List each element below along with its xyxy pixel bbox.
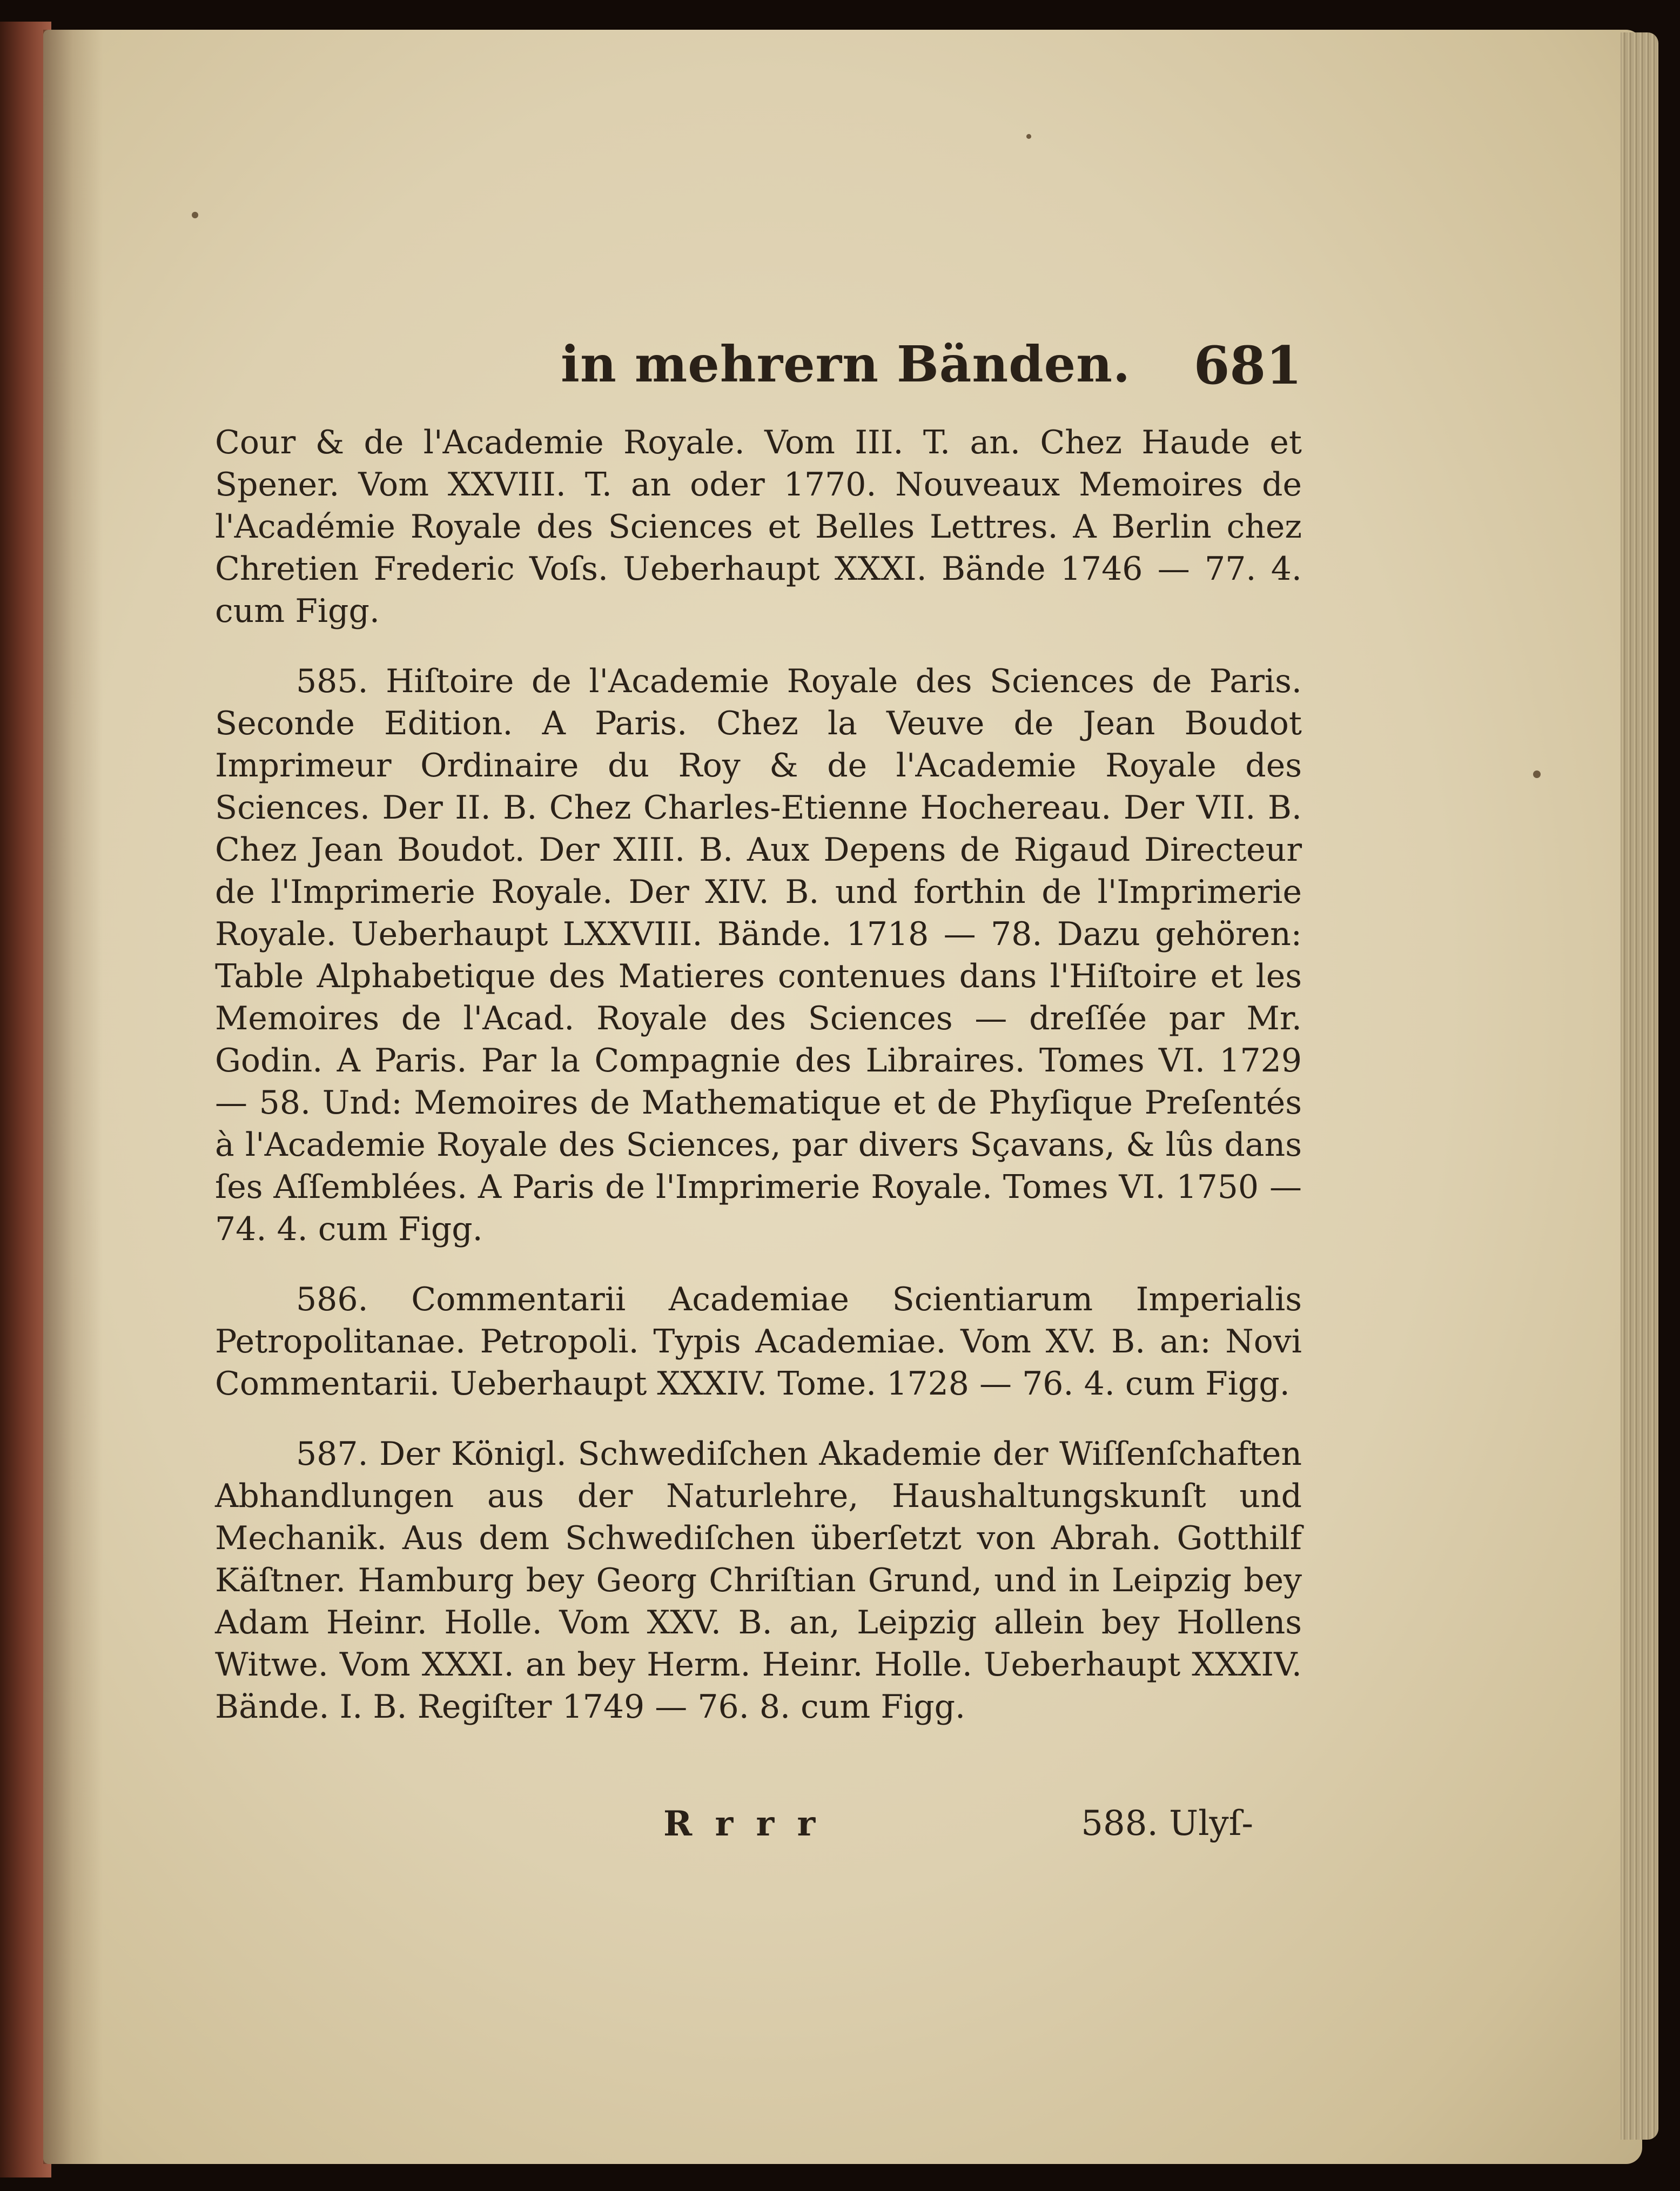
bibliography-entries — [215, 421, 1302, 1728]
signature-mark: R r r r — [663, 1804, 821, 1844]
page-gutter-shadow — [43, 30, 103, 2164]
paper-speck — [192, 212, 198, 218]
running-head — [215, 330, 1302, 400]
running-head-title: in mehrern Bänden. — [561, 335, 1131, 393]
entry-585: 585. Hiſtoire de l'Academie Royale des Sciences de Paris. Seconde Edition. A Paris. Chez la Veuve de Jean Boudot Imprimeur Ordinaire du Roy & de l'Academie Royale des Sciences. Der II. B. Chez Charles-Etienne Hochereau. Der VII. B. Chez Jean Boudot. Der XIII. B. Aux Depens de Rigaud Directeur de l'Imprimerie Royale. Der XIV. B. und forthin de l'Imprimerie Royale. Ueberhaupt LXXVIII. Bände. 1718 — 78. Dazu gehören: Table Alphabetique des Matieres contenues dans l'Hiſtoire et les Memoires de l'Acad. Royale des Sciences — dreſſée par Mr. Godin. A Paris. Par la Compagnie des Libraires. Tomes VI. 1729 — 58. Und: Memoires de Mathematique et de Phyſique Preſentés à l'Academie Royale des Sciences, par divers Sçavans, & lûs dans ſes Aſſemblées. A Paris de l'Imprimerie Royale. Tomes VI. 1750 — 74. 4. cum Figg. — [215, 662, 1302, 1248]
catchword: 588. Ulyſ- — [1081, 1804, 1253, 1844]
page-footer — [215, 1804, 1302, 1858]
page-number: 681 — [1193, 335, 1302, 396]
page-text-block — [215, 330, 1302, 1858]
entry-587: 587. Der Königl. Schwediſchen Akademie der Wiſſenſchaften Abhandlungen aus der Naturlehre, Haushaltungskunſt und Mechanik. Aus dem Schwediſchen überſetzt von Abrah. Gotthilf Käſtner. Hamburg bey Georg Chriſtian Grund, und in Leipzig bey Adam Heinr. Holle. Vom XXV. B. an, Leipzig allein bey Hollens Witwe. Vom XXXI. an bey Herm. Heinr. Holle. Ueberhaupt XXXIV. Bände. I. B. Regiſter 1749 — 76. 8. cum Figg. — [215, 1435, 1302, 1726]
entry-continuation: Cour & de l'Academie Royale. Vom III. T. an. Chez Haude et Spener. Vom XXVIII. T. an oder 1770. Nouveaux Memoires de l'Académie Royale des Sciences et Belles Lettres. A Berlin chez Chretien Frederic Voſs. Ueberhaupt XXXI. Bände 1746 — 77. 4. cum Figg. — [215, 424, 1302, 630]
paper-speck — [1026, 134, 1031, 139]
page-stack-edge — [1621, 32, 1658, 2140]
entry-586: 586. Commentarii Academiae Scientiarum Imperialis Petropolitanae. Petropoli. Typis Academiae. Vom XV. B. an: Novi Commentarii. Ueberhaupt XXXIV. Tome. 1728 — 76. 4. cum Figg. — [215, 1281, 1302, 1403]
paper-speck — [1533, 770, 1541, 778]
